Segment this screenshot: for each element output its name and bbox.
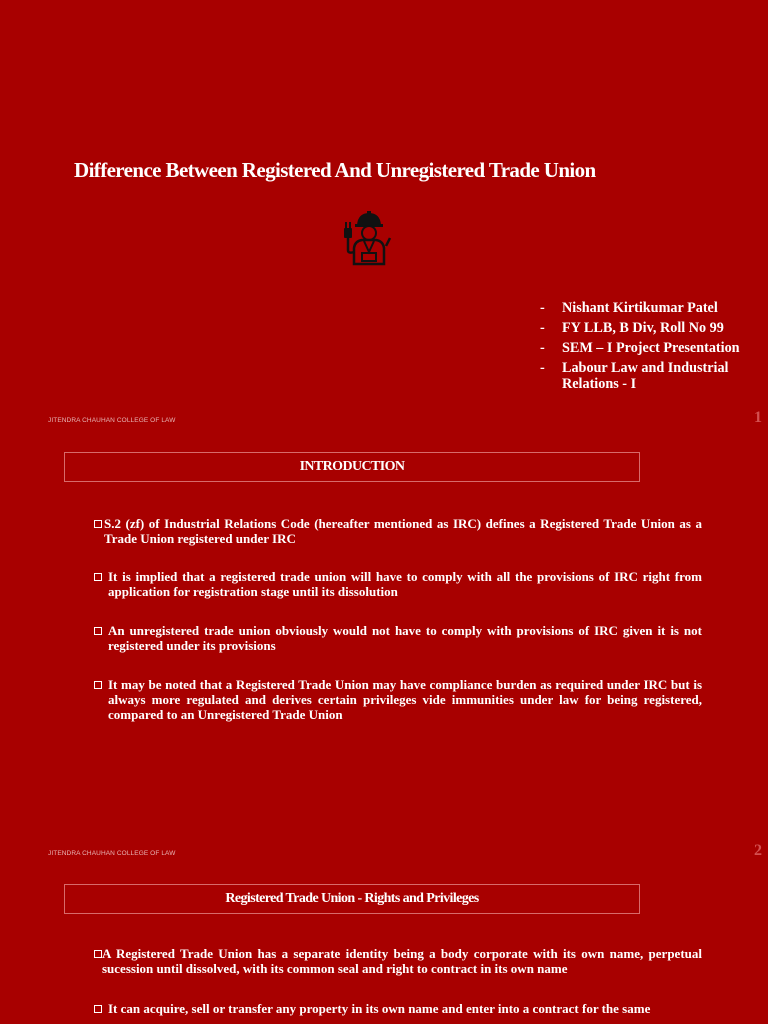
bullet-text: It may be noted that a Registered Trade Union may have compliance burden as required under IRC but is always more regulated and derives certain privileges vide immunities under law for being registered, compared to an Unregistered Trade Union bbox=[108, 677, 702, 722]
slide-heading: Registered Trade Union - Rights and Privileges bbox=[64, 884, 640, 914]
worker-with-plug-icon bbox=[342, 208, 394, 266]
author-item: - SEM – I Project Presentation bbox=[540, 340, 740, 356]
author-item-text: Nishant Kirtikumar Patel bbox=[562, 300, 718, 316]
checkbox-bullet-icon bbox=[94, 627, 102, 635]
checkbox-bullet-icon bbox=[94, 1005, 102, 1013]
author-item-text: Labour Law and Industrial Relations - I bbox=[562, 360, 729, 392]
slide-title-heading: Difference Between Registered And Unregistered Trade Union bbox=[74, 158, 596, 182]
bullet-item bbox=[92, 569, 702, 599]
bullet-item bbox=[92, 677, 702, 722]
checkbox-bullet-icon bbox=[94, 681, 102, 689]
checkbox-bullet-icon bbox=[94, 520, 102, 528]
page-number: 2 bbox=[754, 842, 762, 859]
bullet-text: It is implied that a registered trade union will have to comply with all the provisions of IRC right from application for registration stage until its dissolution bbox=[108, 569, 702, 599]
slide-heading: INTRODUCTION bbox=[64, 452, 640, 482]
author-item: - FY LLB, B Div, Roll No 99 bbox=[540, 320, 724, 336]
author-item: - Nishant Kirtikumar Patel bbox=[540, 300, 718, 316]
checkbox-bullet-icon bbox=[94, 573, 102, 581]
author-item-text: SEM – I Project Presentation bbox=[562, 340, 740, 356]
bullet-list bbox=[92, 516, 702, 722]
author-item-text: FY LLB, B Div, Roll No 99 bbox=[562, 320, 724, 336]
checkbox-bullet-icon bbox=[94, 950, 102, 958]
slide-introduction bbox=[0, 432, 768, 864]
bullet-text: A Registered Trade Union has a separate identity being a body corporate with its own name, perpetual sucession until dissolved, with its common seal and right to contract in its own name bbox=[102, 946, 702, 976]
slide-footer: JITENDRA CHAUHAN COLLEGE OF LAW bbox=[48, 850, 176, 857]
bullet-list bbox=[92, 946, 702, 1016]
author-item: - Labour Law and Industrial Relations - I bbox=[540, 360, 729, 392]
bullet-text: An unregistered trade union obviously would not have to comply with provisions of IRC given it is not registered under its provisions bbox=[108, 623, 702, 653]
page-number: 1 bbox=[754, 409, 762, 426]
author-details bbox=[540, 300, 768, 396]
bullet-item bbox=[92, 946, 702, 976]
bullet-text: S.2 (zf) of Industrial Relations Code (hereafter mentioned as IRC) defines a Registered Trade Union as a Trade Union registered under IRC bbox=[104, 516, 702, 546]
bullet-item bbox=[92, 516, 702, 546]
bullet-item bbox=[92, 623, 702, 653]
bullet-item bbox=[92, 1001, 702, 1016]
slide-registered-rights bbox=[0, 864, 768, 1024]
bullet-text: It can acquire, sell or transfer any property in its own name and enter into a contract for the same bbox=[108, 1001, 651, 1016]
slide-footer: JITENDRA CHAUHAN COLLEGE OF LAW bbox=[48, 417, 176, 424]
slide-title bbox=[0, 0, 768, 432]
